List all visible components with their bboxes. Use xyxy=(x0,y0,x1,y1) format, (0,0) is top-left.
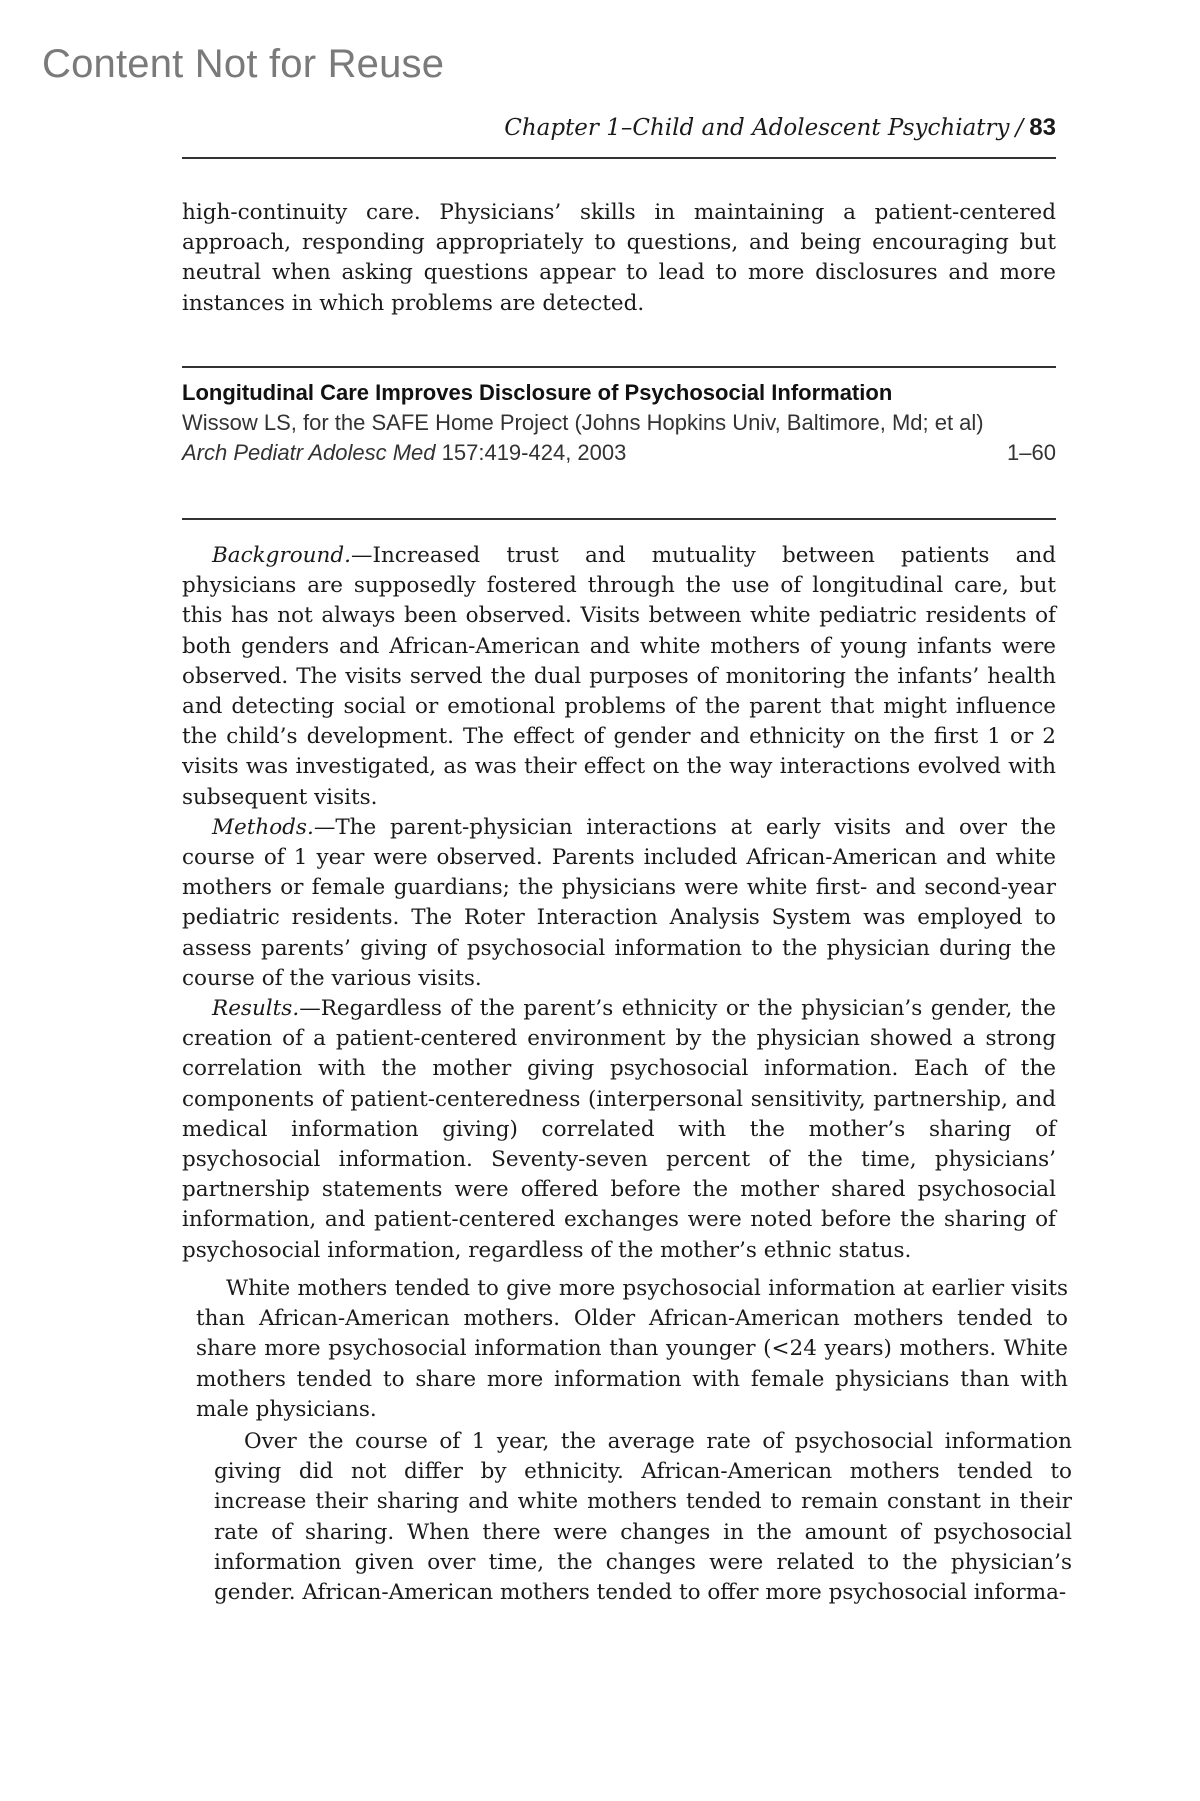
results-paragraph-3: Over the course of 1 year, the average rate of psychosocial information giving did not differ by ethnicity. African-American mothers tended to increase their sharing and white mothers tended to remain constant in their rate of sharing. When there were changes in the amount of psychosocial information given over time, the changes were related to the physician’s gender. African-American mothers tended to offer more psychosocial informa- xyxy=(214,1429,1072,1606)
intro-paragraph: high-continuity care. Physicians’ skills in maintaining a patient-centered approach, responding appropriately to questions, and being encouraging but neutral when asking questions appear to lead to more disclosures and more instances in which problems are detected. xyxy=(182,200,1056,316)
results-heading: Results. xyxy=(212,996,300,1022)
background-heading: Background. xyxy=(212,543,351,568)
citation-top-rule xyxy=(182,366,1056,368)
results-continuation-1 xyxy=(196,1274,1068,1425)
entry-number: 1–60 xyxy=(1007,440,1056,465)
results-paragraph-2: White mothers tended to give more psychosocial information at earlier visits than African-American mothers. Older African-American mothers tended to share more psychosocial information than younger (<24 years) mothers. White mothers tended to share more information with female physicians than with male physicians. xyxy=(196,1276,1068,1422)
page-number: 83 xyxy=(1029,114,1056,141)
results-continuation-2 xyxy=(214,1427,1072,1608)
methods-paragraph xyxy=(182,813,1056,994)
background-paragraph xyxy=(182,541,1056,813)
watermark: Content Not for Reuse xyxy=(42,42,445,86)
article-title: Longitudinal Care Improves Disclosure of Psychosocial Information xyxy=(182,380,893,405)
running-head xyxy=(182,114,1056,142)
header-rule xyxy=(182,157,1056,159)
running-head-separator: / xyxy=(1015,115,1024,141)
article-authors: Wissow LS, for the SAFE Home Project (Johns Hopkins Univ, Baltimore, Md; et al) xyxy=(182,410,984,435)
methods-text: —The parent-physician interactions at early visits and over the course of 1 year were observed. Parents included African-American and white mothers or female guardians; the physicians were white first- and second-year pediatric residents. The Roter Interaction Analysis System was employed to assess parents’ giving of psychosocial information to the physician during the course of the various visits. xyxy=(182,814,1056,991)
journal-name: Arch Pediatr Adolesc Med xyxy=(182,440,436,465)
results-text: —Regardless of the parent’s ethnicity or the physician’s gender, the creation of a patient-centered environment by the physician showed a strong correlation with the mother giving psychosocial information. Each of the components of patient-centeredness (interpersonal sensitivity, partnership, and medical information giving) correlated with the mother’s sharing of psychosocial information. Seventy-seven percent of the time, physicians’ partnership statements were offered before the mother shared psychosocial information, and patient-centered exchanges were noted before the sharing of psychosocial information, regardless of the mother’s ethnic status. xyxy=(182,996,1056,1263)
intro-text xyxy=(182,198,1056,319)
citation-source-line xyxy=(182,438,1056,468)
citation-source xyxy=(182,438,626,468)
journal-volume-pages: 157:419-424, 2003 xyxy=(435,440,627,465)
background-text: —Increased trust and mutuality between patients and physicians are supposedly fostered through the use of longitudinal care, but this has not always been observed. Visits between white pediatric residents of both genders and African-American and white mothers of young infants were observed. The visits served the dual purposes of monitoring the infants’ health and detecting social or emotional problems of the parent that might influence the child’s development. The effect of gender and ethnicity on the first 1 or 2 visits was investigated, as was their effect on the way interactions evolved with subsequent visits. xyxy=(182,543,1056,810)
citation-bottom-rule xyxy=(182,518,1056,520)
abstract-body xyxy=(182,541,1056,1266)
chapter-title: Chapter 1–Child and Adolescent Psychiatry xyxy=(504,115,1010,141)
methods-heading: Methods. xyxy=(212,814,314,840)
citation-block xyxy=(182,378,1056,468)
results-paragraph xyxy=(182,994,1056,1266)
